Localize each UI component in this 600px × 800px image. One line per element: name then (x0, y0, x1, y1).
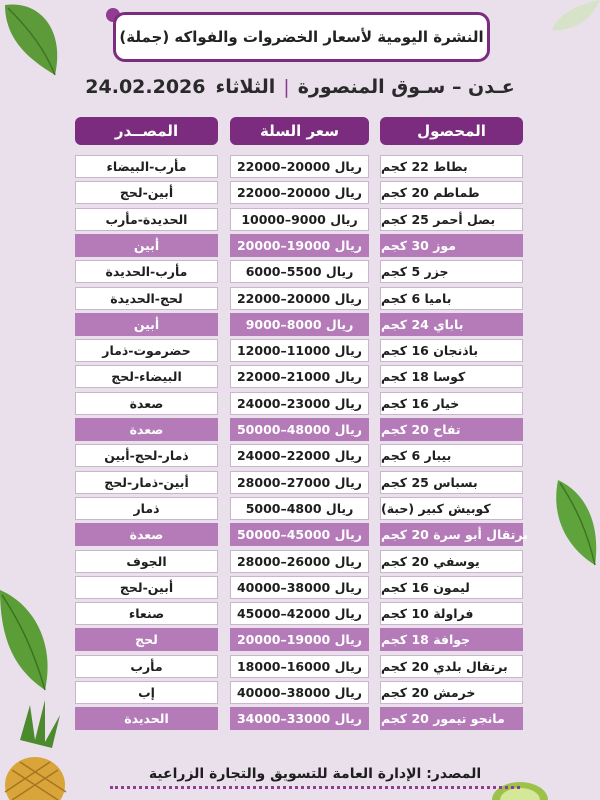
table-row (0, 628, 600, 651)
product-cell: باباي 24 كجم (380, 313, 523, 336)
product-cell: كوبيش كبير (حبة) (380, 497, 523, 520)
product-cell: جزر 5 كجم (380, 260, 523, 283)
price-cell: 40000–38000 ريال (230, 681, 369, 704)
price-cell: 34000–33000 ريال (230, 707, 369, 730)
price-cell: 20000–19000 ريال (230, 628, 369, 651)
table-row (0, 523, 600, 546)
product-cell: جوافة 18 كجم (380, 628, 523, 651)
source-cell: البيضاء-لحج (75, 365, 218, 388)
table-row (0, 234, 600, 257)
product-cell: ليمون 16 كجم (380, 576, 523, 599)
product-cell: بطاط 22 كجم (380, 155, 523, 178)
price-cell: 9000–8000 ريال (230, 313, 369, 336)
product-cell: طماطم 20 كجم (380, 181, 523, 204)
table-row (0, 655, 600, 678)
price-cell: 24000–22000 ريال (230, 444, 369, 467)
price-cell: 28000–27000 ريال (230, 471, 369, 494)
price-cell: 22000–20000 ريال (230, 287, 369, 310)
product-cell: برتقال أبو سرة 20 كجم (380, 523, 523, 546)
source-footer-text: المصدر: الإدارة العامة للتسويق والتجارة الزراعية (148, 766, 482, 782)
table-row (0, 497, 600, 520)
product-cell: بسباس 25 كجم (380, 471, 523, 494)
market-date-line (60, 72, 540, 102)
source-cell: صعدة (75, 523, 218, 546)
product-cell: موز 30 كجم (380, 234, 523, 257)
product-cell: تفاح 20 كجم (380, 418, 523, 441)
price-cell: 50000–45000 ريال (230, 523, 369, 546)
product-cell: مانجو تيمور 20 كجم (380, 707, 523, 730)
price-cell: 22000–21000 ريال (230, 365, 369, 388)
source-cell: صعدة (75, 392, 218, 415)
table-row (0, 208, 600, 231)
product-cell: بيبار 6 كجم (380, 444, 523, 467)
header-product: المحصول (380, 117, 523, 145)
source-cell: أبين-لحج (75, 181, 218, 204)
source-cell: صنعاء (75, 602, 218, 625)
source-cell: لحج-الحديدة (75, 287, 218, 310)
table-row (0, 707, 600, 730)
price-cell: 22000–20000 ريال (230, 181, 369, 204)
price-cell: 45000–42000 ريال (230, 602, 369, 625)
table-row (0, 471, 600, 494)
product-cell: فراولة 10 كجم (380, 602, 523, 625)
price-cell: 20000–19000 ريال (230, 234, 369, 257)
page-title-text: النشرة اليومية لأسعار الخضروات والفواكه (جملة) (119, 28, 484, 46)
table-row (0, 392, 600, 415)
source-cell: الحديدة (75, 707, 218, 730)
price-cell: 50000–48000 ريال (230, 418, 369, 441)
price-cell: 22000–20000 ريال (230, 155, 369, 178)
price-cell: 10000–9000 ريال (230, 208, 369, 231)
source-cell: لحج (75, 628, 218, 651)
price-cell: 6000–5500 ريال (230, 260, 369, 283)
source-footer (110, 762, 520, 789)
report-day: الثلاثاء (215, 76, 276, 98)
table-row (0, 444, 600, 467)
source-cell: أبين (75, 313, 218, 336)
table-row (0, 681, 600, 704)
report-date: 24.02.2026 (85, 76, 206, 98)
table-row (0, 260, 600, 283)
table-row (0, 313, 600, 336)
price-cell: 28000–26000 ريال (230, 550, 369, 573)
price-cell: 24000–23000 ريال (230, 392, 369, 415)
separator: | (283, 76, 290, 98)
header-price: سعر السلة (230, 117, 369, 145)
price-cell: 5000–4800 ريال (230, 497, 369, 520)
source-cell: ذمار-لحج-أبين (75, 444, 218, 467)
leaf-icon (0, 0, 70, 80)
source-cell: صعدة (75, 418, 218, 441)
source-cell: مأرب (75, 655, 218, 678)
source-cell: مأرب-الحديدة (75, 260, 218, 283)
table-row (0, 339, 600, 362)
source-cell: ذمار (75, 497, 218, 520)
price-cell: 40000–38000 ريال (230, 576, 369, 599)
table-row (0, 602, 600, 625)
table-row (0, 550, 600, 573)
product-cell: برتقال بلدي 20 كجم (380, 655, 523, 678)
source-cell: الحديدة-مأرب (75, 208, 218, 231)
leaf-icon (548, 0, 600, 40)
source-cell: مأرب-البيضاء (75, 155, 218, 178)
source-cell: أبين-لحج (75, 576, 218, 599)
table-row (0, 287, 600, 310)
product-cell: باميا 6 كجم (380, 287, 523, 310)
source-cell: أبين-ذمار-لحج (75, 471, 218, 494)
source-cell: حضرموت-ذمار (75, 339, 218, 362)
product-cell: خيار 16 كجم (380, 392, 523, 415)
table-row (0, 576, 600, 599)
source-cell: أبين (75, 234, 218, 257)
market-location: عـدن – سـوق المنصورة (297, 76, 515, 98)
header-source: المصــدر (75, 117, 218, 145)
price-cell: 18000–16000 ريال (230, 655, 369, 678)
table-row (0, 365, 600, 388)
page-title (113, 12, 490, 62)
product-cell: بصل أحمر 25 كجم (380, 208, 523, 231)
product-cell: يوسفي 20 كجم (380, 550, 523, 573)
product-cell: كوسا 18 كجم (380, 365, 523, 388)
source-cell: إب (75, 681, 218, 704)
product-cell: باذنجان 16 كجم (380, 339, 523, 362)
table-row (0, 155, 600, 178)
product-cell: خرمش 20 كجم (380, 681, 523, 704)
price-cell: 12000–11000 ريال (230, 339, 369, 362)
table-row (0, 418, 600, 441)
source-cell: الجوف (75, 550, 218, 573)
table-row (0, 181, 600, 204)
